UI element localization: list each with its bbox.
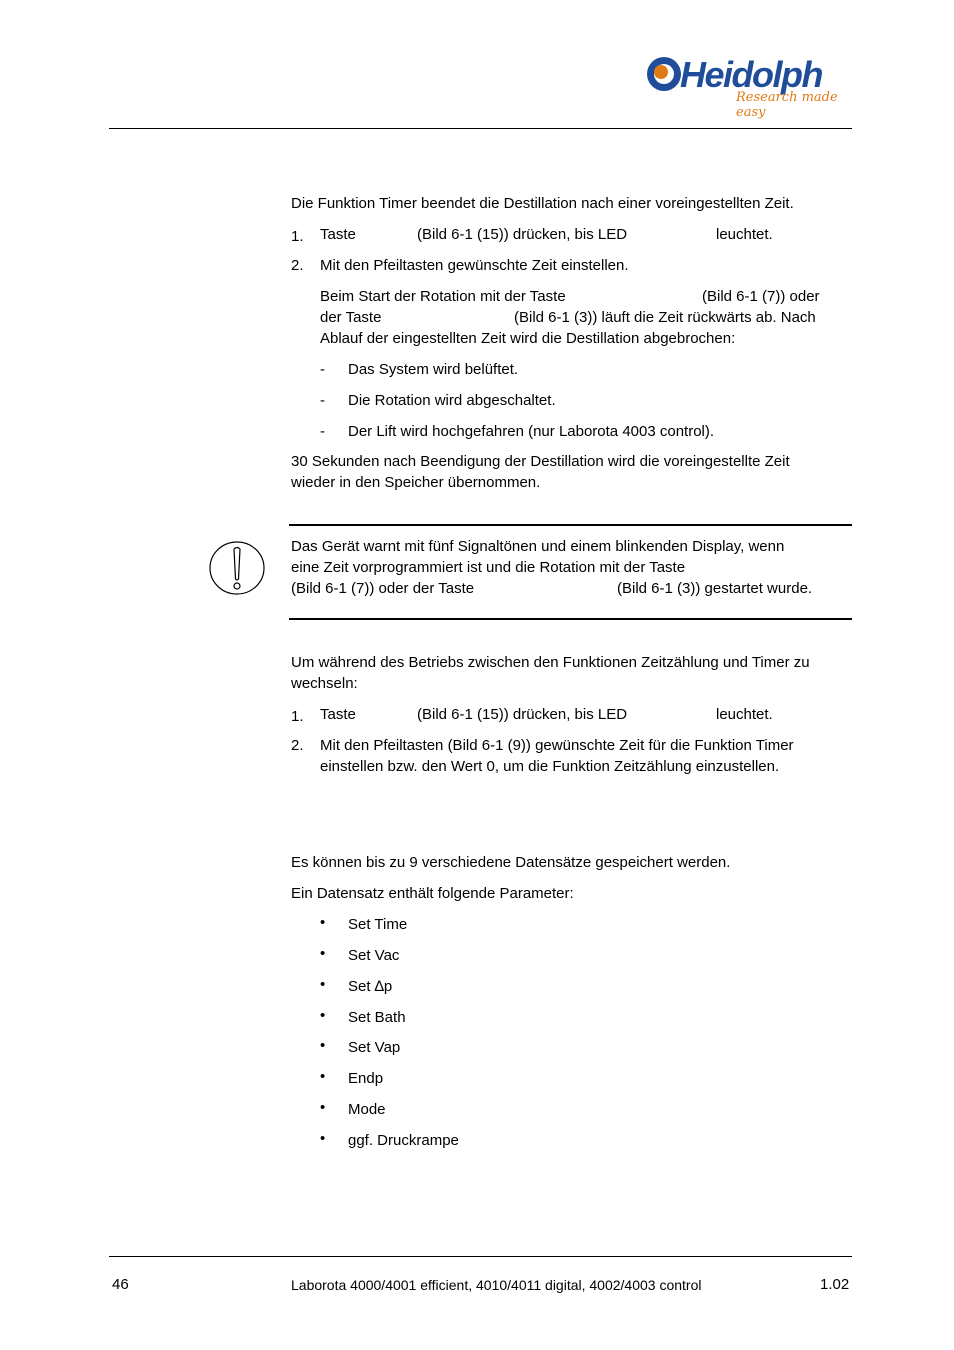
note-line-3a: (Bild 6-1 (7)) oder der Taste [291, 580, 475, 597]
param-item: Mode [348, 1101, 386, 1118]
timer-dash-item-3: Der Lift wird hochgefahren (nur Laborota 4003 control). [348, 423, 715, 440]
switch-step-2-line-1: Mit den Pfeiltasten (Bild 6-1 (9)) gewünschte Zeit für die Funktion Timer [320, 737, 794, 754]
param-item: Set Vac [348, 947, 400, 964]
datasets-intro-2: Ein Datensatz enthält folgende Parameter: [291, 885, 574, 902]
note-line-2: eine Zeit vorprogrammiert ist und die Rotation mit der Taste [291, 559, 686, 576]
switch-step-2-line-2: einstellen bzw. den Wert 0, um die Funktion Zeitzählung einzustellen. [320, 758, 780, 775]
logo-wordmark: Heidolph [680, 54, 822, 95]
bullet-icon: • [320, 914, 326, 931]
switch-intro-line-2: wechseln: [291, 675, 358, 692]
timer-step-2-num: 2. [291, 257, 304, 274]
timer-step-2-text: Mit den Pfeiltasten gewünschte Zeit einstellen. [320, 257, 629, 274]
timer-para-line-3: Ablauf der eingestellten Zeit wird die Destillation abgebrochen: [320, 330, 736, 347]
bullet-icon: • [320, 1099, 326, 1116]
timer-step-1-a: Taste [320, 226, 356, 243]
timer-para-line-2b: (Bild 6-1 (3)) läuft die Zeit rückwärts ab. Nach [514, 309, 816, 326]
page-number: 46 [112, 1276, 129, 1293]
dash-marker: - [320, 423, 325, 440]
switch-step-1-a: Taste [320, 706, 356, 723]
heidolph-logo [640, 52, 860, 120]
footer-title: Laborota 4000/4001 efficient, 4010/4011 digital, 4002/4003 control [291, 1277, 702, 1293]
footer-rule [109, 1256, 852, 1257]
timer-dash-item-2: Die Rotation wird abgeschaltet. [348, 392, 556, 409]
timer-para-line-2a: der Taste [320, 309, 382, 326]
logo-tagline: Research made easy [736, 90, 838, 120]
timer-step-1-c: leuchtet. [716, 226, 773, 243]
timer-step-1-b: (Bild 6-1 (15)) drücken, bis LED [417, 226, 628, 243]
footer-version: 1.02 [820, 1276, 850, 1293]
switch-step-1-num: 1. [291, 708, 304, 725]
dash-marker: - [320, 392, 325, 409]
switch-step-2-num: 2. [291, 737, 304, 754]
switch-intro-line-1: Um während des Betriebs zwischen den Funktionen Zeitzählung und Timer zu [291, 654, 810, 671]
note-line-1: Das Gerät warnt mit fünf Signaltönen und einem blinkenden Display, wenn [291, 538, 785, 555]
bullet-icon: • [320, 1037, 326, 1054]
bullet-icon: • [320, 976, 326, 993]
timer-after-line-2: wieder in den Speicher übernommen. [291, 474, 541, 491]
timer-para-line-1b: (Bild 6-1 (7)) oder [702, 288, 820, 305]
param-item: Set Time [348, 916, 408, 933]
param-item: Set ∆p [348, 978, 393, 995]
note-bottom-rule [289, 618, 852, 620]
dash-marker: - [320, 361, 325, 378]
bullet-icon: • [320, 1130, 326, 1147]
switch-step-1-c: leuchtet. [716, 706, 773, 723]
bullet-icon: • [320, 1068, 326, 1085]
timer-after-line-1: 30 Sekunden nach Beendigung der Destillation wird die voreingestellte Zeit [291, 453, 790, 470]
timer-para-line-1a: Beim Start der Rotation mit der Taste [320, 288, 566, 305]
param-item: Set Vap [348, 1039, 401, 1056]
switch-step-1-b: (Bild 6-1 (15)) drücken, bis LED [417, 706, 628, 723]
param-item: Endp [348, 1070, 384, 1087]
bullet-icon: • [320, 1007, 326, 1024]
note-top-rule [289, 524, 852, 526]
timer-step-1-num: 1. [291, 228, 304, 245]
param-item: ggf. Druckrampe [348, 1132, 459, 1149]
timer-dash-item-1: Das System wird belüftet. [348, 361, 519, 378]
datasets-intro-1: Es können bis zu 9 verschiedene Datensätze gespeichert werden. [291, 854, 731, 871]
note-line-3b: (Bild 6-1 (3)) gestartet wurde. [617, 580, 813, 597]
header-rule [109, 128, 852, 129]
bullet-icon: • [320, 945, 326, 962]
caution-icon [208, 539, 268, 597]
param-item: Set Bath [348, 1009, 406, 1026]
logo-emblem-icon [644, 54, 684, 94]
timer-intro: Die Funktion Timer beendet die Destillation nach einer voreingestellten Zeit. [291, 195, 794, 212]
